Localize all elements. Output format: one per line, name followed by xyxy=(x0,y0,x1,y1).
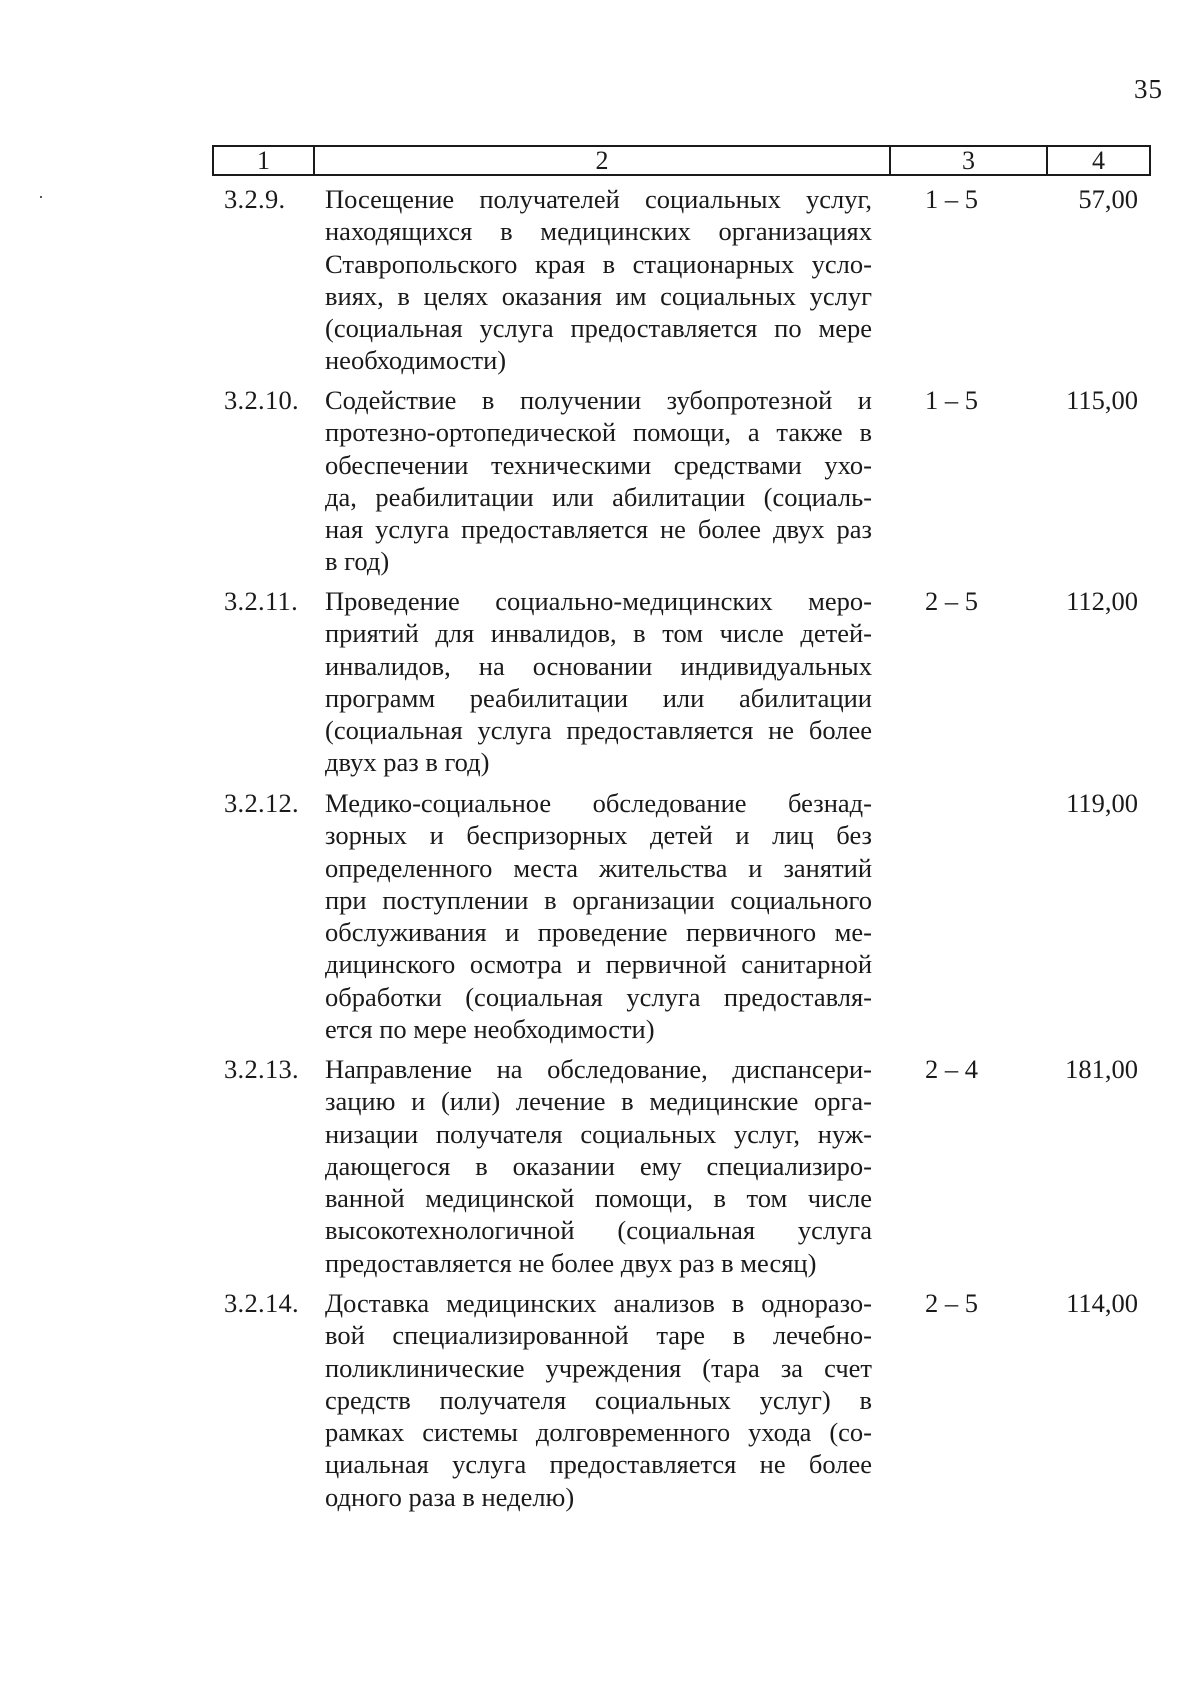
description-line: Проведение социально-медицинских меро- xyxy=(325,586,872,616)
row-range: 1 – 5 xyxy=(925,184,978,214)
description-line: вой специализированной таре в лечебно- xyxy=(325,1320,872,1351)
description-line: обеспечении техническими средствами ухо- xyxy=(325,449,872,480)
scan-speck xyxy=(40,196,42,198)
description-line: необходимости) xyxy=(325,345,507,376)
description-line: зорных и беспризорных детей и лиц без xyxy=(325,820,872,851)
row-number: 3.2.10. xyxy=(224,385,299,415)
description-line: инвалидов, на основании индивидуальных xyxy=(325,650,872,681)
description-line: в год) xyxy=(325,546,390,577)
header-cell-4: 4 xyxy=(1047,146,1150,175)
row-number: 3.2.14. xyxy=(224,1288,299,1318)
description-line: низации получателя социальных услуг, нуж- xyxy=(325,1118,872,1149)
description-line: Ставропольского края в стационарных усло- xyxy=(325,248,872,279)
description-line: Содействие в получении зубопротезной и xyxy=(325,385,872,415)
row-range: 1 – 5 xyxy=(925,385,978,415)
row-cost: 114,00 xyxy=(1066,1288,1138,1318)
header-cell-3: 3 xyxy=(890,146,1047,175)
row-range: 2 – 5 xyxy=(925,586,978,616)
description-line: зацию и (или) лечение в медицинские орга- xyxy=(325,1086,872,1117)
description-line: дицинского осмотра и первичной санитарной xyxy=(325,949,872,980)
row-cost: 181,00 xyxy=(1065,1054,1138,1084)
description-line: (социальная услуга предоставляется не более xyxy=(325,715,872,746)
row-description xyxy=(325,1053,872,1279)
description-line: обслуживания и проведение первичного ме- xyxy=(325,917,872,948)
description-line: приятий для инвалидов, в том числе детей- xyxy=(325,618,872,649)
row-number: 3.2.13. xyxy=(224,1054,299,1084)
description-line: виях, в целях оказания им социальных услуг xyxy=(325,280,872,311)
description-line: Направление на обследование, диспансери- xyxy=(325,1054,872,1084)
row-number: 3.2.12. xyxy=(224,788,299,818)
description-line: Доставка медицинских анализов в одноразо- xyxy=(325,1288,872,1318)
row-cost: 57,00 xyxy=(1078,184,1138,214)
description-line: (социальная услуга предоставляется по мере xyxy=(325,313,872,344)
row-range: 2 – 4 xyxy=(925,1054,978,1084)
description-line: ванной медицинской помощи, в том числе xyxy=(325,1183,872,1214)
row-cost: 115,00 xyxy=(1066,385,1138,415)
description-line: рамках системы долговременного ухода (со- xyxy=(325,1417,872,1448)
description-line: протезно-ортопедической помощи, а также в xyxy=(325,417,872,448)
description-line: ная услуга предоставляется не более двух раз xyxy=(325,514,872,545)
description-line: одного раза в неделю) xyxy=(325,1481,575,1512)
row-description xyxy=(325,787,872,1045)
table-header xyxy=(212,145,1151,176)
description-line: определенного места жительства и занятий xyxy=(325,852,872,883)
header-cell-2: 2 xyxy=(314,146,890,175)
description-line: при поступлении в организации социального xyxy=(325,884,872,915)
row-description xyxy=(325,384,872,578)
row-description xyxy=(325,1287,872,1513)
header-cell-1: 1 xyxy=(257,146,270,175)
description-line: дающегося в оказании ему специализиро- xyxy=(325,1150,872,1181)
row-description xyxy=(325,585,872,779)
row-number: 3.2.11. xyxy=(224,586,298,616)
description-line: высокотехнологичной (социальная услуга xyxy=(325,1215,872,1246)
table-header-row xyxy=(213,146,1150,175)
description-line: поликлинические учреждения (тара за счет xyxy=(325,1352,872,1383)
description-line: ется по мере необходимости) xyxy=(325,1014,655,1045)
row-range: 2 – 5 xyxy=(925,1288,978,1318)
description-line: обработки (социальная услуга предоставля- xyxy=(325,981,872,1012)
description-line: да, реабилитации или абилитации (социаль- xyxy=(325,481,872,512)
description-line: Медико-социальное обследование безнад- xyxy=(325,788,872,818)
description-line: средств получателя социальных услуг) в xyxy=(325,1384,872,1415)
row-number: 3.2.9. xyxy=(224,184,286,214)
row-description xyxy=(325,183,872,377)
description-line: находящихся в медицинских организациях xyxy=(325,216,872,247)
row-cost: 112,00 xyxy=(1066,586,1138,616)
description-line: циальная услуга предоставляется не более xyxy=(325,1449,872,1480)
row-cost: 119,00 xyxy=(1066,788,1138,818)
description-line: программ реабилитации или абилитации xyxy=(325,682,872,713)
page-number: 35 xyxy=(1134,74,1163,104)
description-line: Посещение получателей социальных услуг, xyxy=(325,184,872,214)
description-line: предоставляется не более двух раз в месяц) xyxy=(325,1247,817,1278)
description-line: двух раз в год) xyxy=(325,747,490,778)
